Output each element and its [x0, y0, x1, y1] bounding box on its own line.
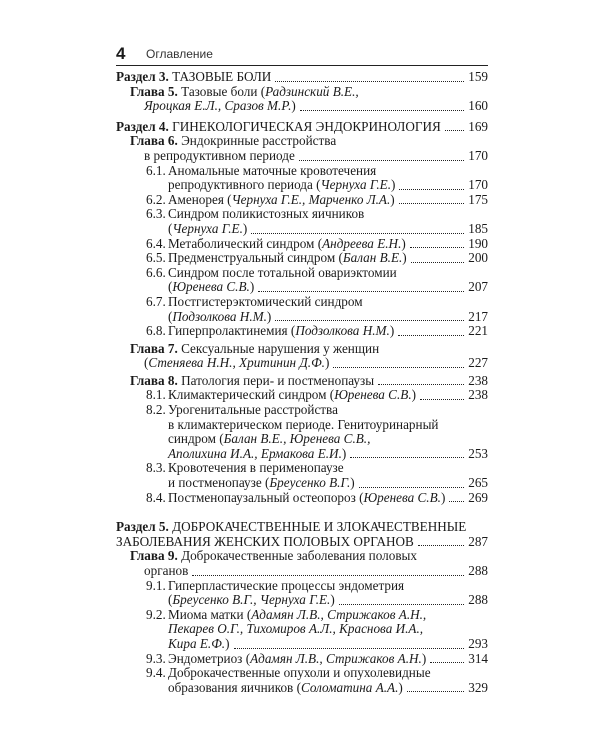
entry-text: Предменструальный синдром ( [168, 250, 343, 266]
entry-text: ) [291, 98, 296, 114]
entry-text: синдром ( [168, 431, 224, 447]
page-ref: 265 [468, 475, 488, 491]
entry-number: 6.3. [146, 206, 166, 222]
page-ref: 293 [468, 635, 488, 651]
page-ref: 170 [468, 177, 488, 193]
page-ref: 159 [468, 69, 488, 84]
entry-text: Доброкачественные опухоли и опухолевидные [168, 665, 431, 681]
entry-number: 8.1. [146, 387, 166, 403]
entry-text: в климактерическом периоде. Генитоуринарный [168, 416, 439, 432]
entry-text: ) [401, 235, 406, 251]
page-ref: 253 [468, 445, 488, 461]
entry-text: ЗАБОЛЕВАНИЯ ЖЕНСКИХ ПОЛОВЫХ ОРГАНОВ [116, 533, 414, 549]
entry-line [146, 637, 488, 652]
toc-section-4[interactable] [116, 120, 488, 135]
entry-line [146, 608, 488, 623]
entry-text: ) [391, 177, 396, 193]
entry-text: Синдром поликистозных яичников [168, 206, 365, 222]
entry-text: ) [421, 650, 427, 666]
page-ref: 207 [468, 279, 488, 295]
dot-leader [299, 160, 464, 161]
entry-line [116, 120, 488, 135]
entry-text: органов [144, 563, 189, 578]
entry-text: в репродуктивном периоде [144, 147, 295, 163]
page-ref: 160 [468, 98, 488, 114]
dot-leader [420, 399, 464, 400]
entry-text: ) [242, 220, 248, 236]
entry-line [130, 342, 488, 357]
entry-text: Постгистерэктомический синдром [168, 293, 363, 309]
toc-chapter-8[interactable] [116, 374, 488, 389]
entry-authors: Чернуха Г.Е. [172, 220, 243, 236]
toc-chapter-9[interactable] [116, 549, 488, 578]
entry-authors: Балан В.Е., Юренева С.В., [223, 431, 371, 447]
entry-text: ( [168, 220, 173, 236]
dot-leader [192, 575, 464, 576]
page-ref: 288 [468, 563, 488, 578]
toc-subsection-6-6[interactable] [116, 266, 488, 295]
entry-number: 6.6. [146, 264, 166, 280]
toc-subsection-9-1[interactable] [116, 579, 488, 608]
entry-line [146, 266, 488, 281]
entry-line [130, 356, 488, 371]
page-ref: 185 [468, 220, 488, 236]
page-ref: 221 [468, 323, 488, 339]
entry-text: ) [440, 489, 446, 505]
toc-subsection-8-3[interactable] [116, 461, 488, 490]
entry-line [146, 207, 488, 222]
entry-text: образования яичников ( [168, 679, 301, 695]
toc-subsection-6-5[interactable] [116, 251, 488, 266]
entry-text: ) [330, 592, 335, 608]
entry-line [146, 461, 488, 476]
toc-subsection-6-8[interactable] [116, 324, 488, 339]
dot-leader [399, 203, 465, 204]
entry-text: Постменопаузальный остеопороз ( [168, 489, 364, 505]
entry-line [130, 149, 488, 164]
toc-subsection-6-1[interactable] [116, 164, 488, 193]
page-ref: 238 [468, 372, 488, 388]
toc-subsection-9-3[interactable] [116, 652, 488, 667]
dot-leader [399, 189, 464, 190]
dot-leader [333, 367, 464, 368]
dot-leader [398, 335, 464, 336]
toc-subsection-6-7[interactable] [116, 295, 488, 324]
entry-text: ) [249, 279, 255, 295]
entry-authors: Бреусенко В.Г., Чернуха Г.Е. [172, 592, 331, 608]
entry-label: Раздел 4. [116, 118, 169, 134]
entry-text: Аменорея ( [168, 191, 232, 207]
page-ref: 314 [468, 650, 488, 666]
entry-line [146, 681, 488, 696]
entry-line [146, 237, 488, 252]
entry-authors: Юренева С.В. [334, 387, 412, 403]
entry-line [146, 178, 488, 193]
toc-subsection-6-4[interactable] [116, 237, 488, 252]
entry-line [146, 447, 488, 462]
entry-number: 6.5. [146, 250, 166, 266]
page-ref: 217 [468, 308, 488, 324]
entry-line [146, 403, 488, 418]
entry-number: 6.4. [146, 235, 166, 251]
entry-number: 6.8. [146, 323, 166, 339]
entry-line [130, 85, 488, 100]
dot-leader [275, 81, 464, 82]
entry-line [130, 549, 488, 564]
running-title: Оглавление [146, 47, 213, 61]
entry-authors: Стеняева Н.Н., Хритинин Д.Ф. [148, 355, 325, 371]
entry-text: ТАЗОВЫЕ БОЛИ [172, 69, 272, 84]
entry-text: Метаболический синдром ( [168, 235, 323, 251]
entry-line [146, 295, 488, 310]
entry-text: ( [168, 279, 173, 295]
entry-line [146, 432, 488, 447]
dot-leader [234, 648, 465, 649]
entry-number: 9.2. [146, 606, 166, 622]
toc-section-3[interactable] [116, 70, 488, 85]
toc-subsection-6-3[interactable] [116, 207, 488, 236]
entry-label: Раздел 5. [116, 519, 169, 535]
entry-line [146, 324, 488, 339]
toc-subsection-8-1[interactable] [116, 388, 488, 403]
entry-text: Патология пери- и постменопаузы [181, 372, 375, 388]
entry-number: 6.1. [146, 162, 166, 178]
entry-line [146, 652, 488, 667]
entry-line [146, 418, 488, 433]
dot-leader [378, 384, 464, 385]
entry-label: Раздел 3. [116, 69, 169, 84]
page-ref: 227 [468, 355, 488, 371]
entry-text: ) [390, 191, 395, 207]
entry-line [146, 388, 488, 403]
page-ref: 238 [468, 387, 488, 403]
entry-text: Гиперпролактинемия ( [168, 323, 296, 339]
entry-line [146, 622, 488, 637]
dot-leader [407, 691, 464, 692]
entry-authors: Соломатина А.А. [300, 679, 399, 695]
entry-number: 9.1. [146, 577, 166, 593]
entry-number: 8.3. [146, 460, 166, 476]
entry-text: Синдром после тотальной овариэктомии [168, 264, 397, 280]
entry-text: ГИНЕКОЛОГИЧЕСКАЯ ЭНДОКРИНОЛОГИЯ [172, 118, 441, 134]
entry-text: ( [168, 592, 173, 608]
entry-line [146, 164, 488, 179]
entry-authors: Яроцкая Е.Л., Сразов М.Р. [144, 98, 292, 114]
page-ref: 175 [468, 191, 488, 207]
entry-number: 8.4. [146, 489, 166, 505]
dot-leader [359, 487, 465, 488]
entry-text: Тазовые боли ( [181, 83, 266, 99]
entry-text: ) [266, 308, 272, 324]
entry-authors: Юренева С.В. [363, 489, 441, 505]
page-header [116, 44, 488, 66]
dot-leader [300, 110, 464, 111]
entry-line [130, 99, 488, 114]
page-ref: 200 [468, 250, 488, 266]
entry-line [146, 579, 488, 594]
toc-chapter-5[interactable] [116, 85, 488, 114]
entry-text: ) [402, 250, 407, 266]
entry-text: Гиперпластические процессы эндометрия [168, 577, 405, 593]
toc-subsection-9-2[interactable] [116, 608, 488, 652]
entry-authors: Андреева Е.Н. [322, 235, 402, 251]
entry-number: 9.4. [146, 665, 166, 681]
dot-leader [445, 130, 464, 131]
entry-line [146, 222, 488, 237]
entry-text: ) [341, 445, 347, 461]
page-ref: 170 [468, 147, 488, 163]
entry-authors: Пекарев О.Г., Тихомиров А.Л., Краснова И.А., [168, 621, 424, 637]
dot-leader [411, 262, 465, 263]
dot-leader [418, 545, 464, 546]
dot-leader [449, 501, 464, 502]
dot-leader [251, 233, 464, 234]
entry-number: 6.7. [146, 293, 166, 309]
toc-subsection-8-2[interactable] [116, 403, 488, 461]
entry-line [146, 310, 488, 325]
entry-text: ) [389, 323, 395, 339]
entry-text: ) [324, 355, 330, 371]
entry-authors: Адамян Л.В., Стрижаков А.Н., [251, 606, 427, 622]
entry-line [146, 491, 488, 506]
entry-text: Сексуальные нарушения у женщин [181, 340, 380, 356]
entry-line [116, 535, 488, 550]
entry-line [146, 280, 488, 295]
entry-text: ) [411, 387, 417, 403]
entry-number: 6.2. [146, 191, 166, 207]
dot-leader [339, 604, 464, 605]
entry-authors: Бреусенко В.Г. [269, 475, 351, 491]
dot-leader [275, 320, 464, 321]
entry-text: ДОБРОКАЧЕСТВЕННЫЕ И ЗЛОКАЧЕСТВЕННЫЕ [172, 519, 467, 535]
entry-text: ) [398, 679, 403, 695]
entry-authors: Подзолкова Н.М. [172, 308, 267, 324]
entry-authors: Чернуха Г.Е. [320, 177, 392, 193]
dot-leader [430, 662, 464, 663]
entry-line [130, 374, 488, 389]
entry-text: и постменопаузе ( [168, 475, 270, 491]
dot-leader [410, 247, 464, 248]
entry-number: 8.2. [146, 402, 166, 418]
entry-line [130, 564, 488, 579]
entry-line [130, 134, 488, 149]
page-ref: 269 [468, 489, 488, 505]
toc-section-5[interactable] [116, 520, 488, 549]
entry-line [146, 476, 488, 491]
entry-text: Эндометриоз ( [168, 650, 251, 666]
entry-authors: Балан В.Е. [342, 250, 403, 266]
entry-number: 9.3. [146, 650, 166, 666]
entry-authors: Юренева С.В. [172, 279, 250, 295]
entry-text: ) [225, 635, 230, 651]
entry-authors: Чернуха Г.Е., Марченко Л.А. [231, 191, 391, 207]
table-of-contents [116, 67, 488, 695]
entry-authors: Адамян Л.В., Стрижаков А.Н. [250, 650, 422, 666]
entry-line [146, 251, 488, 266]
entry-line [146, 666, 488, 681]
entry-text: Аномальные маточные кровотечения [168, 162, 377, 178]
entry-text: Урогенитальные расстройства [168, 402, 338, 418]
entry-text: Доброкачественные заболевания половых [181, 548, 418, 564]
entry-text: Кровотечения в перименопаузе [168, 460, 344, 476]
toc-chapter-6[interactable] [116, 134, 488, 163]
entry-authors: Радзинский В.Е., [265, 83, 359, 99]
entry-text: ) [350, 475, 355, 491]
entry-text: репродуктивного периода ( [168, 177, 321, 193]
page-ref: 287 [468, 533, 488, 549]
entry-authors: Подзолкова Н.М. [295, 323, 390, 339]
page-ref: 288 [468, 592, 488, 608]
dot-leader [258, 291, 464, 292]
toc-subsection-6-2[interactable] [116, 193, 488, 208]
entry-authors: Кира Е.Ф. [168, 635, 226, 651]
entry-text: ( [168, 308, 173, 324]
entry-line [146, 193, 488, 208]
entry-label: Глава 7. [130, 340, 178, 356]
page-ref: 329 [468, 679, 488, 695]
entry-text: Эндокринные расстройства [181, 133, 337, 149]
entry-line [116, 70, 488, 85]
entry-label: Глава 5. [130, 83, 178, 99]
dot-leader [350, 457, 464, 458]
page-ref: 169 [468, 118, 488, 134]
entry-line [146, 593, 488, 608]
entry-label: Глава 8. [130, 372, 178, 388]
page-number: 4 [116, 44, 126, 63]
toc-subsection-8-4[interactable] [116, 491, 488, 506]
toc-chapter-7[interactable] [116, 342, 488, 371]
entry-text: Миома матки ( [168, 606, 252, 622]
header-rule [116, 65, 488, 66]
toc-subsection-9-4[interactable] [116, 666, 488, 695]
entry-label: Глава 9. [130, 548, 178, 564]
entry-line [116, 520, 488, 535]
entry-text: Климактерический синдром ( [168, 387, 335, 403]
page-ref: 190 [468, 235, 488, 251]
entry-text: ( [144, 355, 149, 371]
entry-authors: Аполихина И.А., Ермакова Е.И. [168, 445, 342, 461]
entry-label: Глава 6. [130, 133, 178, 149]
